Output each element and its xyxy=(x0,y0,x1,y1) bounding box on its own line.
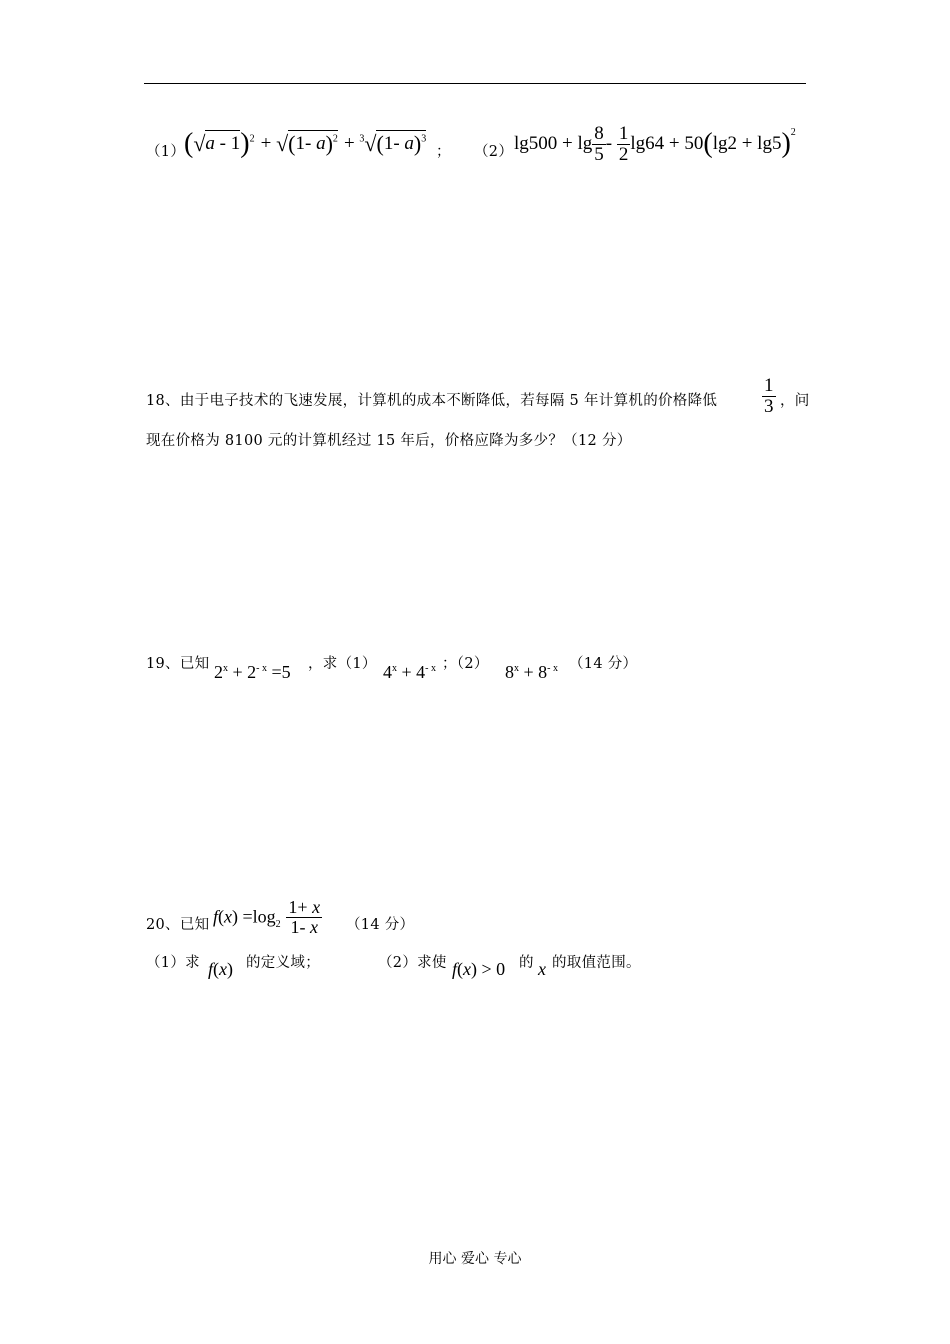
q19-prefix: 19、已知 xyxy=(146,656,210,672)
q17-part2-expression xyxy=(514,124,796,165)
q18-line1 xyxy=(146,389,717,410)
q18-line2: 现在价格为 8100 元的计算机经过 15 年后，价格应降为多少？（12 分） xyxy=(146,433,632,449)
q20-function: $f(x) =\log_2$ $\frac{1+ x}{1- x}$ xyxy=(213,897,321,937)
q20-part1-text: 的定义域； xyxy=(246,955,320,971)
q17-part2-label: （2） xyxy=(474,144,514,160)
page-footer: 用心 爱心 专心 xyxy=(428,1251,522,1267)
q17-part1-label: （1） xyxy=(146,144,186,160)
q19-given: $2^x + 2^{- x} =5$ xyxy=(214,662,291,682)
q20-score: （14 分） xyxy=(346,917,415,933)
q19-ask: ，求（1） xyxy=(308,656,377,672)
q17-part2-expr-text: lg500 + lg $\frac{8}{5}$ - $\frac{1}{2}$ $\lg 64 + 50(\lg 2 + \lg 5)^2$ xyxy=(514,123,796,165)
q19-separator: ；（2） xyxy=(442,656,489,672)
q18-line1-text: 18、由于电子技术的飞速发展，计算机的成本不断降低，若每隔 5 年计算机的价格降低 xyxy=(146,393,718,409)
q20-part1-label: （1）求 xyxy=(146,955,200,971)
q20-part2-condition: f(x) > 0 xyxy=(452,959,506,979)
q18-line1-tail: ，问 xyxy=(780,393,810,409)
q20-part2-text: 的取值范围。 xyxy=(552,955,641,971)
header-rule xyxy=(144,83,806,84)
q20-part2-mid: 的 xyxy=(519,955,534,971)
q19-score: （14 分） xyxy=(569,656,638,672)
q20-part1-fx: f(x) xyxy=(208,959,234,979)
q19-expr2: $8^x + 8^{- x}$ xyxy=(505,662,558,682)
q18-fraction: $\frac{1}{3}$ xyxy=(764,375,774,417)
q17-separator: ； xyxy=(436,144,451,160)
q19-expr1: $4^x + 4^{- x}$ xyxy=(383,662,436,682)
q17-part1-expression xyxy=(184,128,426,160)
q20-prefix: 20、已知 xyxy=(146,917,210,933)
q20-part2-label: （2）求使 xyxy=(378,955,447,971)
q20-part2-var: x xyxy=(538,959,546,979)
q17-part1-expr-text: (√a - 1)$^2$ + √(1- a)$^2$ + $^3$√(1- a)$^3$ xyxy=(184,128,427,159)
